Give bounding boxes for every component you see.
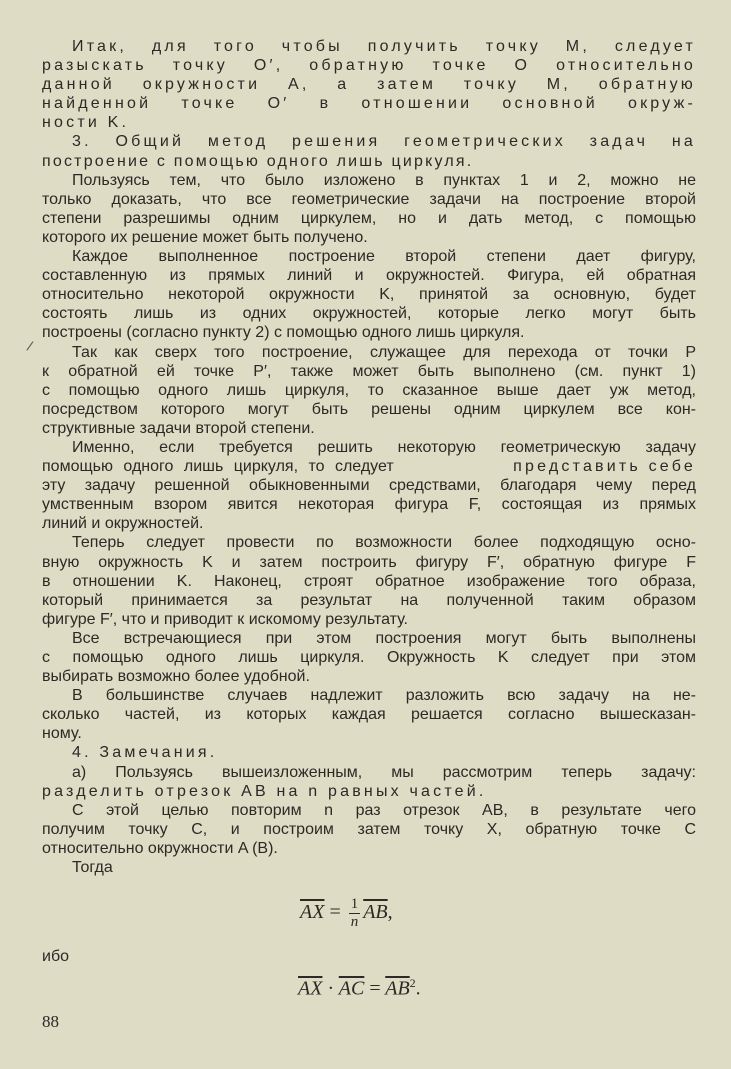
- text-line: посредством которого могут быть решены одним циркулем все кон-: [42, 400, 696, 418]
- text-line: [42, 457, 696, 476]
- text-line: в отношении K. Наконец, строят обратное изображение того образа,: [42, 572, 696, 590]
- text-line: с помощью одного лишь циркуля. Окружность K следует при этом: [42, 649, 696, 666]
- text-line: а) Пользуясь вышеизложенным, мы рассмотрим теперь задачу:: [72, 763, 696, 781]
- text-line: ности K.: [42, 114, 130, 132]
- text-line: сколько частей, из которых каждая решается согласно вышесказан-: [42, 706, 696, 724]
- text-line: линий и окружностей.: [42, 515, 204, 533]
- formula-operator: =: [329, 901, 341, 924]
- text-line: относительно окружности A (B).: [42, 839, 278, 857]
- formula-punct: ,: [387, 901, 393, 924]
- text-line: Тогда: [72, 859, 113, 877]
- formula-term: $\overline{AX}$: [298, 977, 323, 1000]
- text-line: Все встречающиеся при этом построения могут быть выполнены: [72, 629, 696, 647]
- page-number: 88: [42, 1012, 59, 1031]
- text-line: С этой целью повторим n раз отрезок AB, в результате чего: [72, 801, 696, 819]
- text-line: которого их решение может быть получено.: [42, 228, 368, 246]
- text-line: относительно некоторой окружности K, принятой за основную, будет: [42, 286, 696, 304]
- text-line: состоять лишь из одних окружностей, которые легко могут быть: [42, 305, 696, 323]
- section-heading: построение с помощью одного лишь циркуля.: [42, 152, 474, 170]
- text-line: который принимается за результат на полученной таким образом: [42, 591, 696, 609]
- text-line: разделить отрезок AB на n равных частей.: [42, 782, 487, 800]
- page-body: [42, 37, 696, 877]
- spaced-phrase: представить себе: [513, 458, 696, 476]
- text-line: выбирать возможно более удобной.: [42, 668, 310, 686]
- text-line: степени разрешимы одним циркулем, но и дать метод, с помощью: [42, 209, 696, 227]
- formula-ax-equals-ab-over-n: [300, 896, 393, 931]
- fraction-denominator: n: [350, 914, 359, 930]
- formula-exponent: 2: [409, 976, 416, 990]
- text-line: получим точку C, и построим затем точку X, обратную точке C: [42, 820, 696, 838]
- formula-ax-ac-equals-ab-squared: [298, 976, 421, 1001]
- formula-operator: ·: [327, 977, 335, 1000]
- text-line: Так как сверх того построение, служащее для перехода от точки P: [72, 343, 696, 361]
- margin-pencil-mark-icon: /: [25, 337, 35, 355]
- text-line: Итак, для того чтобы получить точку M, следует: [72, 38, 696, 55]
- text-line: фигуре F′, что и приводит к искомому результату.: [42, 610, 408, 628]
- text-line: Пользуясь тем, что было изложено в пунктах 1 и 2, можно не: [72, 171, 696, 189]
- text-line: данной окружности A, а затем точку M, обратную: [42, 76, 696, 94]
- text-line: В большинстве случаев надлежит разложить всю задачу на не-: [72, 687, 696, 705]
- text-line: разыскать точку O′, обратную точке O относительно: [42, 57, 696, 75]
- text-line: составленную из прямых линий и окружностей. Фигура, ей обратная: [42, 267, 696, 285]
- fraction-numerator: 1: [350, 896, 359, 912]
- text-segment: помощью одного лишь циркуля, то следует: [42, 458, 394, 476]
- text-line: Каждое выполненное построение второй степени дает фигуру,: [72, 248, 696, 266]
- text-line: к обратной ей точке P′, также может быть выполнено (см. пункт 1): [42, 362, 696, 380]
- text-line: Теперь следует провести по возможности более подходящую осно-: [72, 534, 696, 552]
- text-line: умственным взором явится некоторая фигура F, состоящая из прямых: [42, 496, 696, 514]
- text-line: ному.: [42, 725, 82, 743]
- text-line: эту задачу решенной обыкновенными средствами, благодаря чему перед: [42, 477, 696, 495]
- text-line: Именно, если требуется решить некоторую геометрическую задачу: [72, 438, 696, 456]
- text-line: с помощью одного лишь циркуля, то сказанное выше дает уж метод,: [42, 381, 696, 399]
- text-line: найденной точке O′ в отношении основной окруж-: [42, 95, 696, 113]
- formula-term: $\overline{AC}$: [338, 977, 365, 1000]
- formula-term: $\overline{AB}$: [363, 901, 388, 924]
- text-line: только доказать, что все геометрические задачи на построение второй: [42, 190, 696, 208]
- text-line: вную окружность K и затем построить фигуру F′, обратную фигуре F: [42, 553, 696, 571]
- section-heading: 4. Замечания.: [72, 744, 218, 762]
- text-line: построены (согласно пункту 2) с помощью одного лишь циркуля.: [42, 324, 525, 342]
- section-heading: 3. Общий метод решения геометрических задач на: [72, 133, 696, 151]
- formula-operator: =: [369, 977, 381, 1000]
- text-line: структивные задачи второй степени.: [42, 419, 315, 437]
- fraction: [349, 896, 361, 931]
- formula-term: $\overline{AX}$: [300, 901, 325, 924]
- formula-term: $\overline{AB}$: [385, 977, 410, 1000]
- text-line: ибо: [42, 948, 69, 965]
- formula-punct: .: [415, 977, 421, 1000]
